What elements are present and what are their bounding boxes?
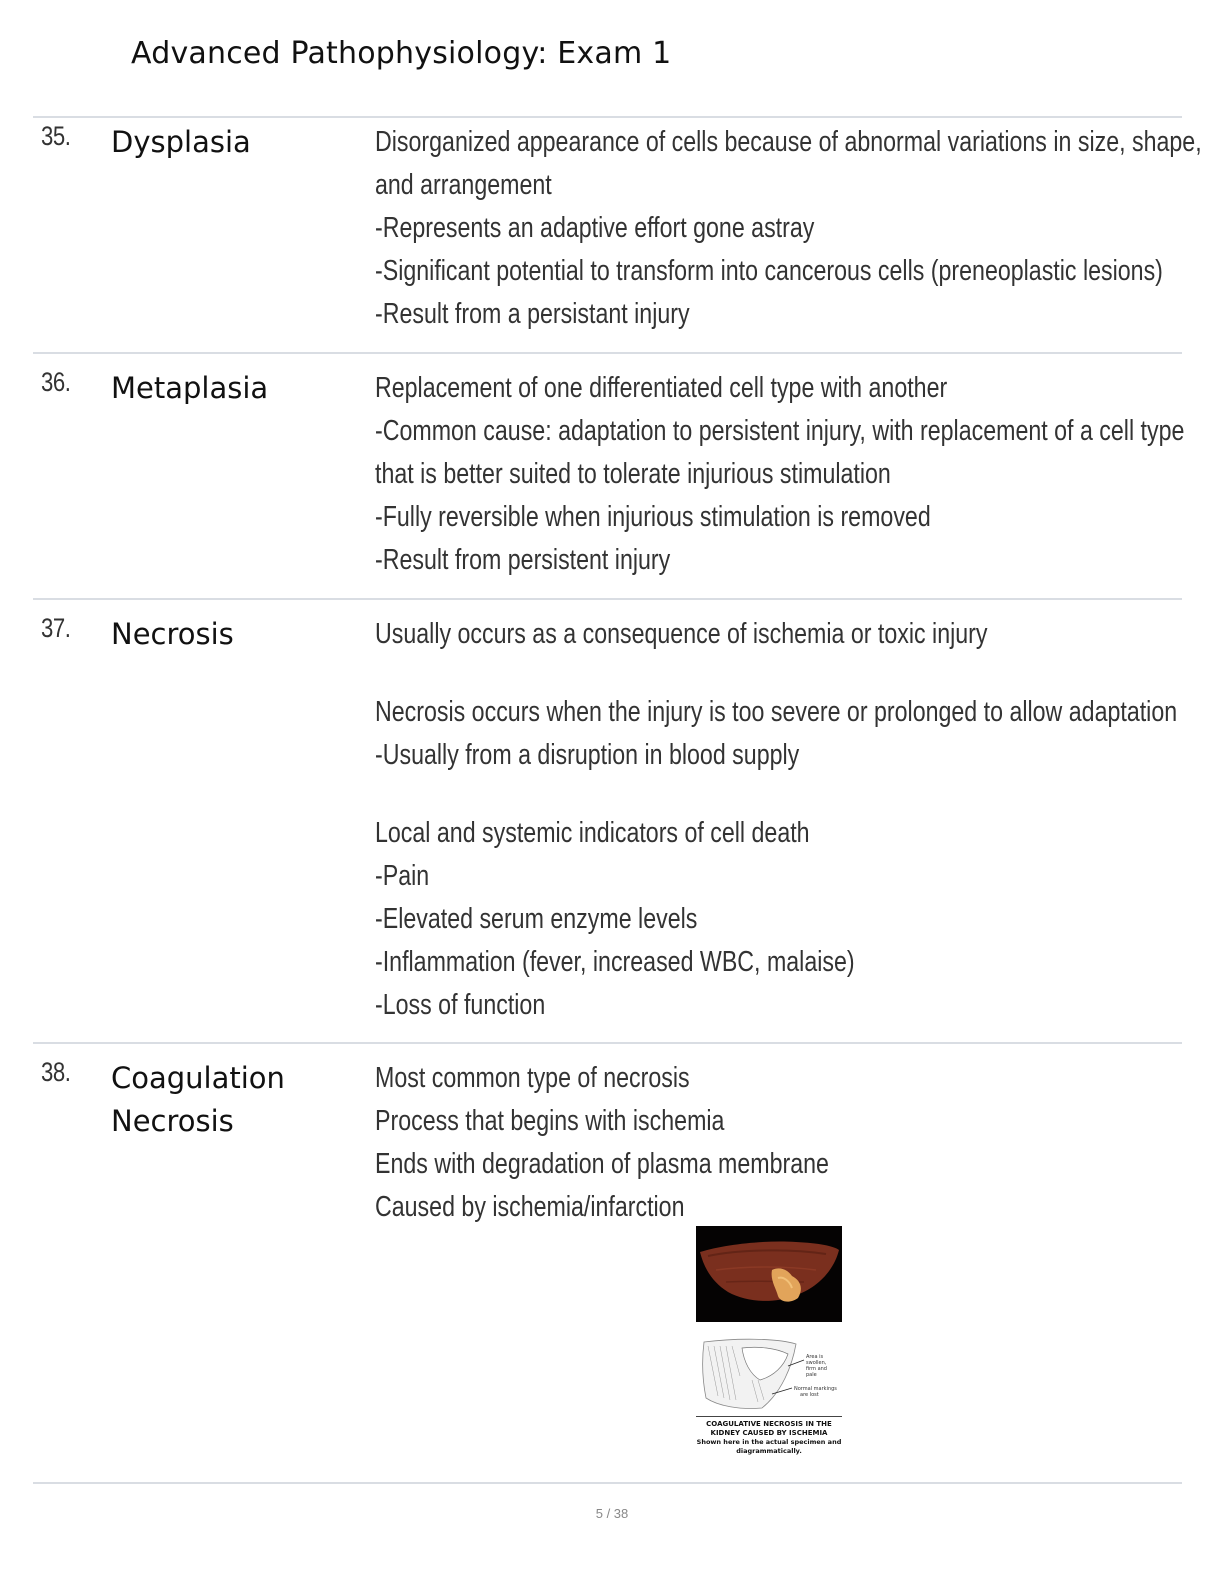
definition-line: -Pain	[375, 860, 430, 892]
definition-spacer	[375, 656, 1185, 691]
figure-caption-title: COAGULATIVE NECROSIS IN THE KIDNEY CAUSED BY ISCHEMIA	[706, 1420, 832, 1437]
definition-line: Disorganized appearance of cells because of abnormal variations in size, shape,	[375, 126, 1202, 158]
document-title: Advanced Pathophysiology: Exam 1	[131, 36, 672, 71]
divider	[33, 1482, 1182, 1484]
card-term	[111, 613, 234, 656]
definition-line: -Elevated serum enzyme levels	[375, 903, 698, 935]
definition-line: -Represents an adaptive effort gone astray	[375, 212, 815, 244]
card-term-line: Necrosis	[111, 617, 234, 651]
definition-line: that is better suited to tolerate injurious stimulation	[375, 458, 891, 490]
definition-line: Process that begins with ischemia	[375, 1105, 725, 1137]
definition-line: and arrangement	[375, 169, 552, 201]
card-number: 35.	[41, 121, 71, 151]
card-term-line: Metaplasia	[111, 371, 269, 405]
definition-line: -Common cause: adaptation to persistent injury, with replacement of a cell type	[375, 415, 1185, 447]
card-term	[111, 367, 268, 410]
kidney-specimen-photo	[696, 1226, 842, 1322]
definition-line: -Significant potential to transform into cancerous cells (preneoplastic lesions)	[375, 255, 1163, 287]
definition-line: -Usually from a disruption in blood supply	[375, 739, 800, 771]
definition-spacer	[375, 777, 1185, 812]
svg-text:Area is swollen,: Area is swollen, firm and pale	[806, 1354, 827, 1378]
card-term	[111, 121, 251, 164]
definition-line: Caused by ischemia/infarction	[375, 1191, 685, 1223]
card-definition	[375, 613, 1185, 1027]
card-term-line: Coagulation	[111, 1061, 285, 1095]
definition-line: Replacement of one differentiated cell type with another	[375, 372, 948, 404]
definition-line: Necrosis occurs when the injury is too severe or prolonged to allow adaptation	[375, 696, 1178, 728]
definition-line: Ends with degradation of plasma membrane	[375, 1148, 829, 1180]
divider	[33, 116, 1182, 118]
card-definition	[375, 1057, 1185, 1229]
divider	[33, 1042, 1182, 1044]
definition-line: Usually occurs as a consequence of ischemia or toxic injury	[375, 618, 988, 650]
definition-line: -Inflammation (fever, increased WBC, malaise)	[375, 946, 855, 978]
definition-line: -Result from a persistant injury	[375, 298, 690, 330]
definition-line: Most common type of necrosis	[375, 1062, 690, 1094]
kidney-diagram	[696, 1336, 842, 1416]
svg-text:Normal markings are lo: Normal markings are lost	[794, 1386, 837, 1398]
card-term-line: Dysplasia	[111, 125, 251, 159]
figure-caption-subtitle: Shown here in the actual specimen and diagrammatically.	[696, 1438, 842, 1455]
card-number: 38.	[41, 1057, 71, 1087]
card-term	[111, 1057, 285, 1143]
page-number: 5 / 38	[595, 1506, 629, 1521]
divider	[33, 598, 1182, 600]
definition-line: -Loss of function	[375, 989, 546, 1021]
card-number: 36.	[41, 367, 71, 397]
card-definition	[375, 121, 1202, 336]
definition-line: -Fully reversible when injurious stimulation is removed	[375, 501, 931, 533]
divider	[33, 352, 1182, 354]
kidney-necrosis-figure	[696, 1226, 842, 1456]
definition-line: -Result from persistent injury	[375, 544, 671, 576]
card-term-line: Necrosis	[111, 1104, 234, 1138]
figure-caption	[696, 1416, 842, 1456]
definition-line: Local and systemic indicators of cell death	[375, 817, 810, 849]
card-definition	[375, 367, 1185, 582]
card-number: 37.	[41, 613, 71, 643]
